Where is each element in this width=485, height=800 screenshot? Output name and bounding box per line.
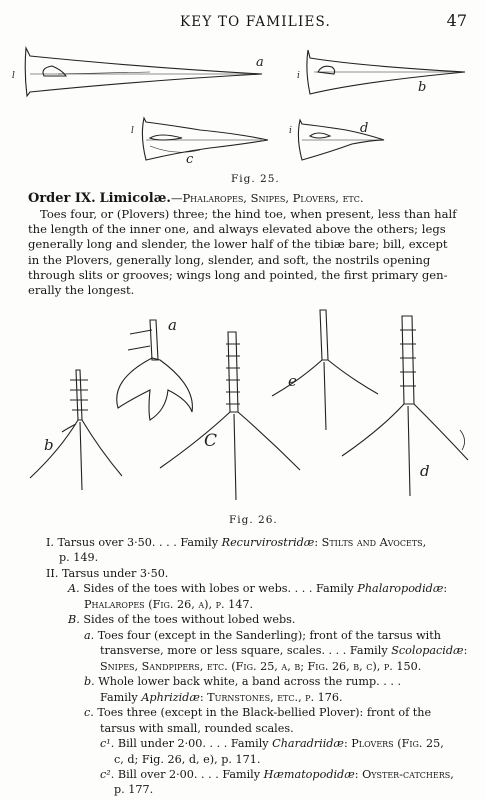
order-name: Limicolæ. xyxy=(99,191,171,206)
key-line: Phalaropes (Fig. 26, a), p. 147. xyxy=(84,598,254,611)
order-description xyxy=(28,207,468,298)
description-line: the length of the inner one, and always elevated above the others; legs xyxy=(28,222,446,237)
key-text: B. xyxy=(68,613,84,626)
key-text: c¹. xyxy=(100,737,118,750)
bill-c-illustration xyxy=(142,118,268,160)
page-number: 47 xyxy=(446,11,467,30)
fig25-label-c: c xyxy=(186,152,194,167)
fig26-label-d: d xyxy=(420,462,430,480)
key-line xyxy=(100,736,444,751)
key-text: : Plovers (Fig. 25, xyxy=(343,737,444,750)
family-name: Scolopacidæ xyxy=(391,644,464,657)
key-line: II. Tarsus under 3·50. xyxy=(46,567,169,580)
key-text: Sides of the toes without lobed webs. xyxy=(83,613,296,626)
family-name: Phalaropodidæ xyxy=(357,582,444,595)
description-line: generally long and slender, the lower half of the tibiæ bare; bill, except xyxy=(28,237,448,252)
description-line: in the Plovers, generally long, slender, and soft, the nostrils opening xyxy=(28,252,431,267)
key-text: : Turnstones, etc., p. 176. xyxy=(199,691,343,704)
figure-25-caption: Fig. 25. xyxy=(231,173,280,185)
fig26-label-a: a xyxy=(168,316,177,334)
key-line xyxy=(100,690,343,705)
fig26-label-b: b xyxy=(44,436,54,454)
key-text: Sides of the toes with lobes or webs. . . . Family xyxy=(83,582,358,595)
description-line: Toes four, or (Plovers) three; the hind toe, when present, less than half xyxy=(40,207,457,221)
fig25-label-b: b xyxy=(418,80,427,95)
key-text: : Stilts and Avocets, xyxy=(314,536,427,549)
key-text: : xyxy=(463,644,468,657)
key-text: : Oyster-catchers, xyxy=(354,768,454,781)
order-heading xyxy=(28,191,468,206)
foot-d-illustration xyxy=(342,316,468,496)
key-line: Snipes, Sandpipers, etc. (Fig. 25, a, b; Fig. 26, b, c), p. 150. xyxy=(100,660,422,673)
key-line xyxy=(84,674,401,689)
fig25-label-l-c: l xyxy=(131,126,134,136)
key-text: Bill under 2·00. . . . Family xyxy=(117,737,273,750)
key-line xyxy=(84,628,441,643)
foot-e-illustration xyxy=(272,310,378,430)
family-name: Charadriidæ xyxy=(272,737,344,750)
foot-b-illustration xyxy=(30,370,122,490)
running-head: KEY TO FAMILIES. xyxy=(180,14,332,30)
key-text: c. xyxy=(84,706,98,719)
key-text: A. xyxy=(68,582,84,595)
fig25-label-l-a: l xyxy=(12,71,15,81)
description-line: through slits or grooves; wings long and pointed, the first primary gen- xyxy=(28,267,448,282)
key-line xyxy=(68,612,295,627)
key-text: Whole lower back white, a band across the rump. . . . xyxy=(98,675,402,688)
order-common-names: —Phalaropes, Snipes, Plovers, etc. xyxy=(170,191,364,205)
key-text: I. Tarsus over 3·50. . . . Family xyxy=(46,536,222,549)
order-number: Order IX. xyxy=(28,191,96,206)
family-name: Aphrizidæ xyxy=(141,691,200,704)
fig25-label-i-d: i xyxy=(289,126,292,136)
key-text: Family xyxy=(100,691,142,704)
fig26-label-c: C xyxy=(204,431,218,451)
key-text: a. xyxy=(84,629,98,642)
fig25-label-a: a xyxy=(256,55,264,70)
key-text: b. xyxy=(84,675,99,688)
fig26-label-e: e xyxy=(288,372,297,390)
key-line xyxy=(84,705,431,720)
key-line: tarsus with small, rounded scales. xyxy=(100,722,294,735)
key-line: p. 177. xyxy=(114,783,154,796)
family-name: Hæmatopodidæ xyxy=(263,768,355,781)
key-line xyxy=(46,535,426,550)
key-line xyxy=(68,581,447,596)
key-text: c². xyxy=(100,768,118,781)
key-line xyxy=(100,767,454,782)
key-text: Toes three (except in the Black-bellied Plover): front of the xyxy=(97,706,432,719)
key-text: Bill over 2·00. . . . Family xyxy=(117,768,264,781)
key-text: transverse, more or less square, scales. . . . Family xyxy=(100,644,392,657)
figure-25-bills xyxy=(0,36,485,176)
description-line: erally the longest. xyxy=(28,283,135,298)
figure-26-feet xyxy=(0,300,485,512)
fig25-label-i-b: i xyxy=(297,71,300,81)
key-text: : xyxy=(443,582,448,595)
key-line xyxy=(100,643,467,658)
key-text: Toes four (except in the Sanderling); front of the tarsus with xyxy=(97,629,441,642)
family-name: Recurvirostridæ xyxy=(221,536,315,549)
key-line: c, d; Fig. 26, d, e), p. 171. xyxy=(114,753,261,766)
key-line: p. 149. xyxy=(59,551,99,564)
fig25-label-d: d xyxy=(360,121,369,136)
foot-a-illustration xyxy=(117,320,193,420)
figure-26-caption: Fig. 26. xyxy=(229,514,278,526)
foot-c-illustration xyxy=(160,332,300,500)
